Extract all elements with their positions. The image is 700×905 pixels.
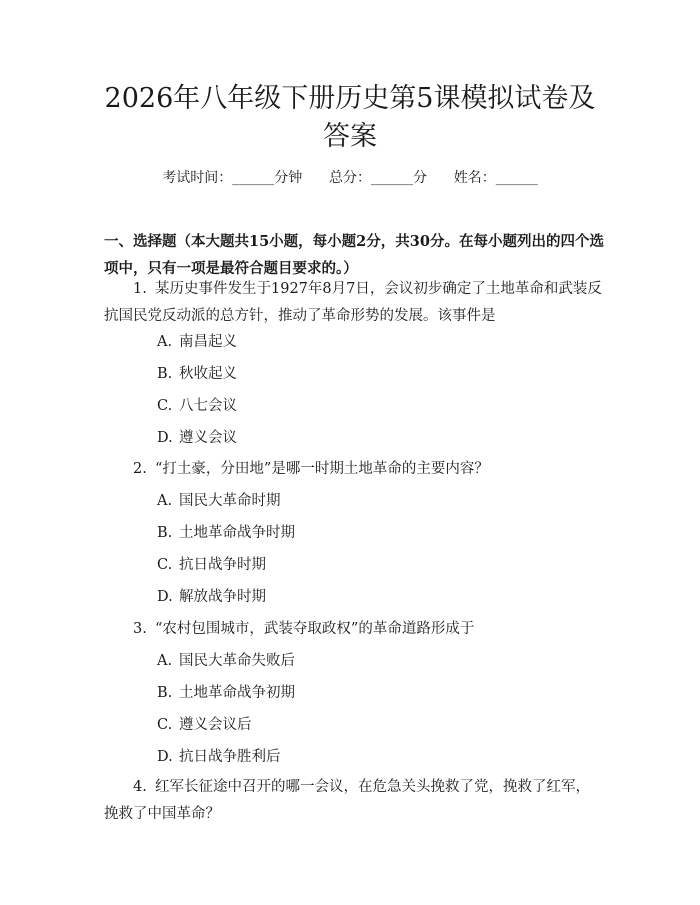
question-4 — [104, 774, 604, 828]
question-1 — [104, 276, 604, 330]
question-3-option-b[interactable] — [157, 682, 577, 704]
option-text: 国民大革命失败后 — [179, 653, 295, 669]
section-heading: 一、选择题（本大题共15小题，每小题2分，共30分。在每小题列出的四个选项中，只有一项是最符合题目要求的。） — [104, 233, 604, 277]
option-text: 遵义会议后 — [179, 717, 252, 733]
question-text: 红军长征途中召开的哪一会议，在危急关头挽救了党，挽救了红军，挽救了中国革命？ — [104, 779, 590, 822]
option-letter: A. — [157, 334, 173, 350]
question-text: “农村包围城市，武装夺取政权”的革命道路形成于 — [155, 621, 475, 637]
question-number: 1. — [133, 281, 147, 297]
page-title: 2026年八年级下册历史第5课模拟试卷及答案 — [104, 83, 596, 152]
question-number: 4. — [133, 779, 147, 795]
question-2-option-d[interactable] — [157, 586, 577, 608]
option-letter: D. — [157, 589, 173, 605]
option-letter: B. — [157, 525, 173, 541]
option-text: 八七会议 — [179, 398, 237, 414]
question-1-option-c[interactable] — [157, 395, 577, 417]
option-letter: C. — [157, 557, 173, 573]
option-text: 国民大革命时期 — [179, 493, 281, 509]
option-letter: A. — [157, 493, 173, 509]
option-text: 土地革命战争时期 — [179, 525, 295, 541]
option-letter: B. — [157, 685, 173, 701]
question-text: “打土豪，分田地”是哪一时期土地革命的主要内容？ — [155, 461, 489, 477]
question-number: 2. — [133, 461, 147, 477]
question-2-option-a[interactable] — [157, 490, 577, 512]
question-3-option-d[interactable] — [157, 746, 577, 768]
question-text: 某历史事件发生于1927年8月7日，会议初步确定了土地革命和武装反抗国民党反动派的总方针，推动了革命形势的发展。该事件是 — [104, 281, 602, 324]
option-text: 抗日战争时期 — [179, 557, 266, 573]
option-text: 抗日战争胜利后 — [179, 749, 281, 765]
option-letter: D. — [157, 749, 173, 765]
question-1-option-b[interactable] — [157, 363, 577, 385]
option-letter: D. — [157, 430, 173, 446]
option-text: 土地革命战争初期 — [179, 685, 295, 701]
question-3-option-c[interactable] — [157, 714, 577, 736]
question-2-option-c[interactable] — [157, 554, 577, 576]
option-text: 遵义会议 — [179, 430, 237, 446]
question-1-option-a[interactable] — [157, 331, 577, 353]
question-2 — [104, 456, 604, 483]
question-1-option-d[interactable] — [157, 427, 577, 449]
exam-info-line: 考试时间：______分钟 总分：______分 姓名：______ — [162, 170, 538, 186]
question-3-option-a[interactable] — [157, 650, 577, 672]
question-2-option-b[interactable] — [157, 522, 577, 544]
question-3 — [104, 616, 604, 643]
option-letter: C. — [157, 398, 173, 414]
option-letter: C. — [157, 717, 173, 733]
option-text: 南昌起义 — [179, 334, 237, 350]
question-number: 3. — [133, 621, 147, 637]
option-text: 秋收起义 — [179, 366, 237, 382]
option-text: 解放战争时期 — [179, 589, 266, 605]
option-letter: B. — [157, 366, 173, 382]
option-letter: A. — [157, 653, 173, 669]
